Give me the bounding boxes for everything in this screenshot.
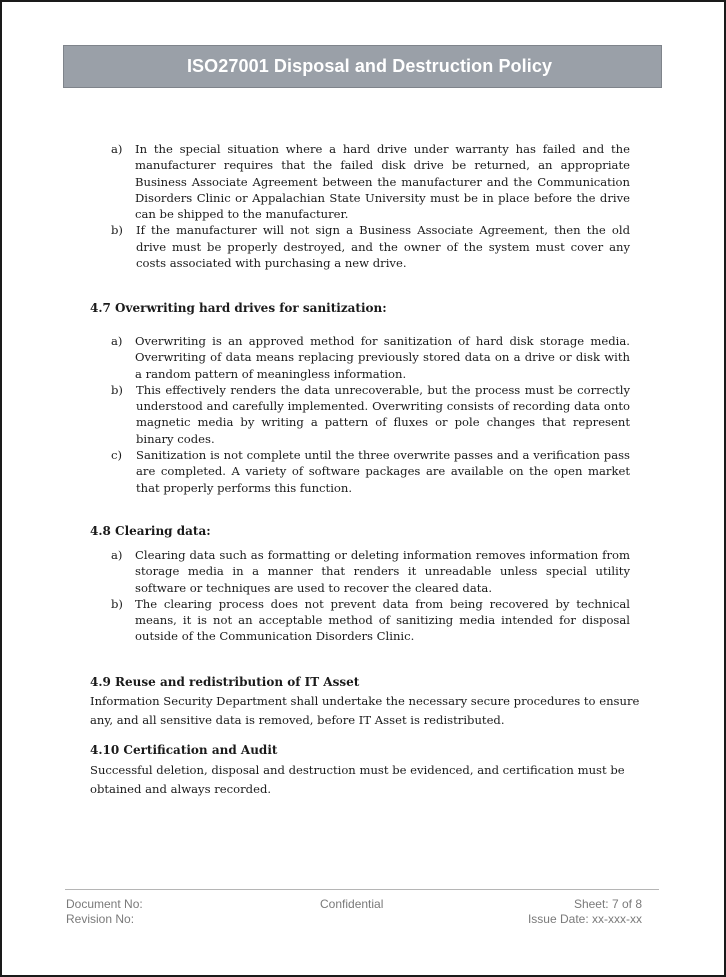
section-heading-4-10: 4.10 Certification and Audit xyxy=(90,743,278,757)
document-title: ISO27001 Disposal and Destruction Policy xyxy=(186,56,553,76)
list-label: a) xyxy=(111,142,123,156)
list-item xyxy=(111,447,630,496)
list-text: Clearing data such as formatting or deleting information removes information from storage media in a manner that renders it unreadable unless special utility software or techniques are used to recover the cleared data. xyxy=(135,548,630,595)
footer-right xyxy=(528,897,642,927)
classification-label: Confidential xyxy=(320,897,384,911)
list-text: If the manufacturer will not sign a Business Associate Agreement, then the old drive must be properly destroyed, and the owner of the system must cover any costs associated with purchasing a new drive. xyxy=(136,223,630,271)
list-item xyxy=(111,547,630,596)
list-item xyxy=(111,596,630,645)
list-item xyxy=(111,382,630,447)
sheet-number: Sheet: 7 of 8 xyxy=(573,897,642,911)
list-text: In the special situation where a hard drive under warranty has failed and the manufacturer requires that the failed disk drive be returned, an appropriate Business Associate Agreement between the manufacturer and the Communication Disorders Clinic or Appalachian State University must be in place before the drive can be shipped to the manufacturer. xyxy=(135,142,630,222)
section-4-7-list xyxy=(111,333,630,496)
section-heading-4-7: 4.7 Overwriting hard drives for sanitization: xyxy=(90,301,387,315)
list-text: Sanitization is not complete until the three overwrite passes and a verification pass are completed. A variety of software packages are available on the open market that properly performs this function. xyxy=(136,448,630,495)
list-text: The clearing process does not prevent data from being recovered by technical means, it is not an acceptable method of sanitizing media intended for disposal outside of the Communication Disorders Clinic. xyxy=(135,596,630,644)
section-4-10-paragraph: Successful deletion, disposal and destruction must be evidenced, and certification must be obtained and always recorded. xyxy=(90,763,625,796)
list-label: b) xyxy=(111,382,123,397)
list-item xyxy=(111,222,630,271)
document-number-label: Document No: xyxy=(66,897,143,911)
list-text: Overwriting is an approved method for sanitization of hard disk storage media. Overwriting of data means replacing previously stored data on a drive or disk with a random pattern of meaningless information. xyxy=(135,334,630,381)
list-label: a) xyxy=(111,334,123,348)
list-label: a) xyxy=(111,548,123,562)
section-4-8-list xyxy=(111,547,630,645)
list-text: This effectively renders the data unrecoverable, but the process must be correctly understood and carefully implemented. Overwriting consists of recording data onto magnetic media by writing a pattern of fluxes or pole changes that represent binary codes. xyxy=(136,382,630,446)
issue-date: Issue Date: xx-xxx-xx xyxy=(527,912,642,926)
list-label: c) xyxy=(111,448,123,463)
list-label: b) xyxy=(111,223,123,238)
list-item xyxy=(111,333,630,382)
revision-number-label: Revision No: xyxy=(66,912,135,926)
footer-left xyxy=(66,897,143,927)
section-heading-4-9: 4.9 Reuse and redistribution of IT Asset xyxy=(90,675,360,689)
list-label: b) xyxy=(111,596,123,611)
intro-list xyxy=(111,141,630,271)
section-4-9-paragraph: Information Security Department shall undertake the necessary secure procedures to ensure any, and all sensitive data is removed, before IT Asset is redistributed. xyxy=(90,694,640,727)
list-item xyxy=(111,141,630,222)
section-heading-4-8: 4.8 Clearing data: xyxy=(90,524,211,538)
footer-divider xyxy=(65,889,659,890)
header-banner xyxy=(63,45,662,88)
